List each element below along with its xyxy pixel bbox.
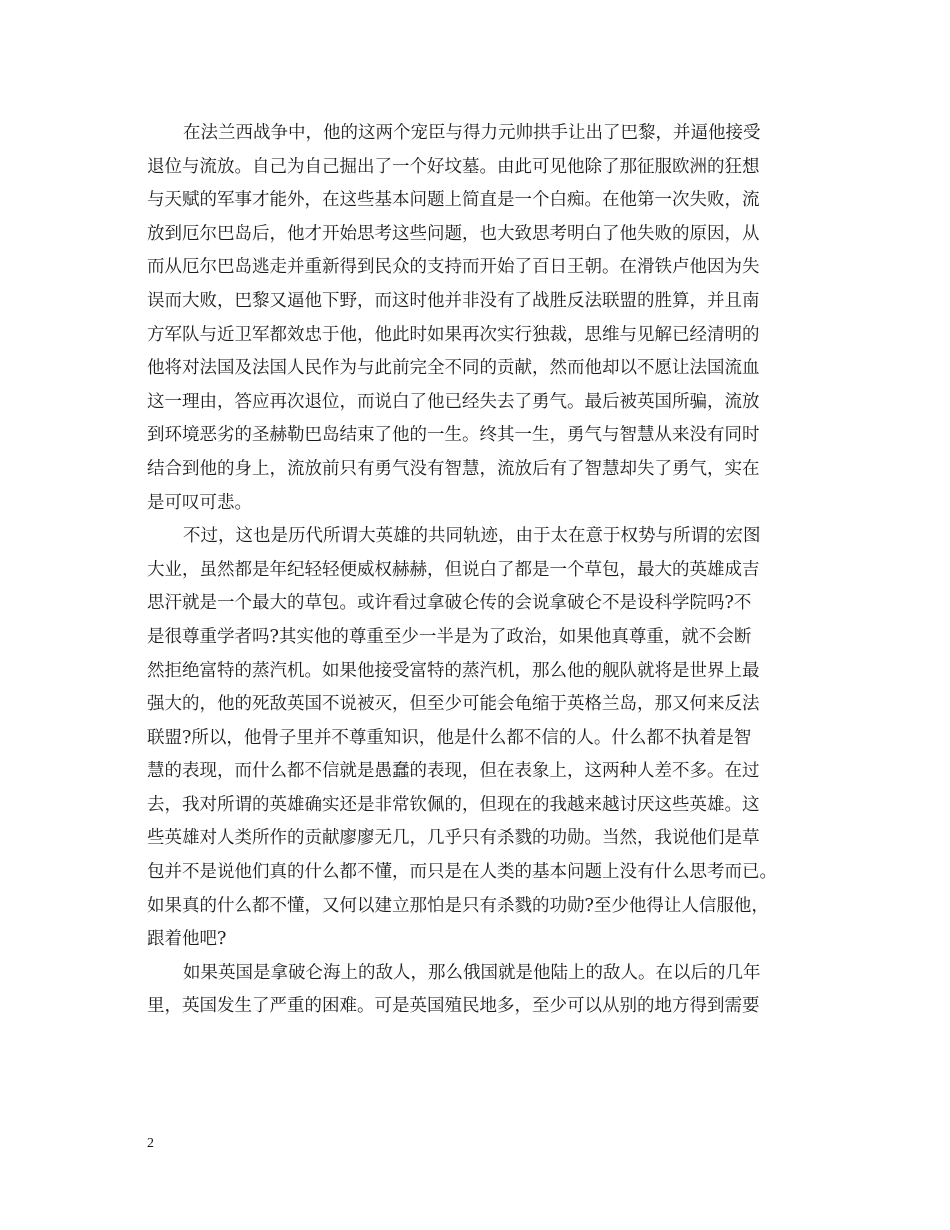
text-line: 是很尊重学者吗?其实他的尊重至少一半是为了政治，如果他真尊重，就不会断 <box>147 626 752 647</box>
text-line: 强大的，他的死敌英国不说被灭，但至少可能会龟缩于英格兰岛，那又何来反法 <box>147 694 760 715</box>
text-line: 这一理由，答应再次退位，而说白了他已经失去了勇气。最后被英国所骗，流放 <box>147 391 760 412</box>
text-line: 方军队与近卫军都效忠于他，他此时如果再次实行独裁，思维与见解已经清明的 <box>147 324 760 345</box>
text-line: 里，英国发生了严重的困难。可是英国殖民地多，至少可以从别的地方得到需要 <box>147 996 760 1017</box>
text-line: 去，我对所谓的英雄确实还是非常钦佩的，但现在的我越来越讨厌这些英雄。这 <box>147 794 760 815</box>
page-number: 2 <box>147 1136 154 1151</box>
paragraph-1 <box>147 117 807 520</box>
text-line: 退位与流放。自己为自己掘出了一个好坟墓。由此可见他除了那征服欧洲的狂想 <box>147 156 760 177</box>
text-line: 与天赋的军事才能外，在这些基本问题上简直是一个白痴。在他第一次失败，流 <box>147 190 760 211</box>
text-line: 然拒绝富特的蒸汽机。如果他接受富特的蒸汽机，那么他的舰队就将是世界上最 <box>147 660 760 681</box>
text-line: 些英雄对人类所作的贡献廖廖无几，几乎只有杀戮的功勋。当然，我说他们是草 <box>147 828 760 849</box>
text-line: 是可叹可悲。 <box>147 492 252 513</box>
text-line: 而从厄尔巴岛逃走并重新得到民众的支持而开始了百日王朝。在滑铁卢他因为失 <box>147 257 760 278</box>
paragraph-3 <box>147 957 807 1024</box>
text-line: 思汗就是一个最大的草包。或许看过拿破仑传的会说拿破仑不是设科学院吗?不 <box>147 593 752 614</box>
text-line: 他将对法国及法国人民作为与此前完全不同的贡献，然而他却以不愿让法国流血 <box>147 358 760 379</box>
body-text <box>147 117 807 1024</box>
text-line: 不过，这也是历代所谓大英雄的共同轨迹，由于太在意于权势与所谓的宏图 <box>183 526 761 547</box>
text-line: 跟着他吧? <box>147 929 227 950</box>
text-line: 误而大败，巴黎又逼他下野，而这时他并非没有了战胜反法联盟的胜算，并且南 <box>147 290 760 311</box>
text-line: 结合到他的身上，流放前只有勇气没有智慧，流放后有了智慧却失了勇气，实在 <box>147 458 760 479</box>
text-line: 包并不是说他们真的什么都不懂，而只是在人类的基本问题上没有什么思考而已。 <box>147 862 777 883</box>
text-line: 慧的表现，而什么都不信就是愚蠢的表现，但在表象上，这两种人差不多。在过 <box>147 761 760 782</box>
text-line: 联盟?所以，他骨子里并不尊重知识，他是什么都不信的人。什么都不执着是智 <box>147 727 752 748</box>
text-line: 到环境恶劣的圣赫勒巴岛结束了他的一生。终其一生，勇气与智慧从来没有同时 <box>147 425 760 446</box>
paragraph-2 <box>147 520 807 957</box>
text-line: 如果真的什么都不懂，又何以建立那怕是只有杀戮的功勋?至少他得让人信服他， <box>147 895 769 916</box>
text-line: 如果英国是拿破仑海上的敌人，那么俄国就是他陆上的敌人。在以后的几年 <box>183 962 761 983</box>
text-line: 在法兰西战争中，他的这两个宠臣与得力元帅拱手让出了巴黎，并逼他接受 <box>183 123 761 143</box>
text-line: 放到厄尔巴岛后，他才开始思考这些问题，也大致思考明白了他失败的原因，从 <box>147 223 760 244</box>
text-line: 大业，虽然都是年纪轻轻便威权赫赫，但说白了都是一个草包，最大的英雄成吉 <box>147 559 760 580</box>
